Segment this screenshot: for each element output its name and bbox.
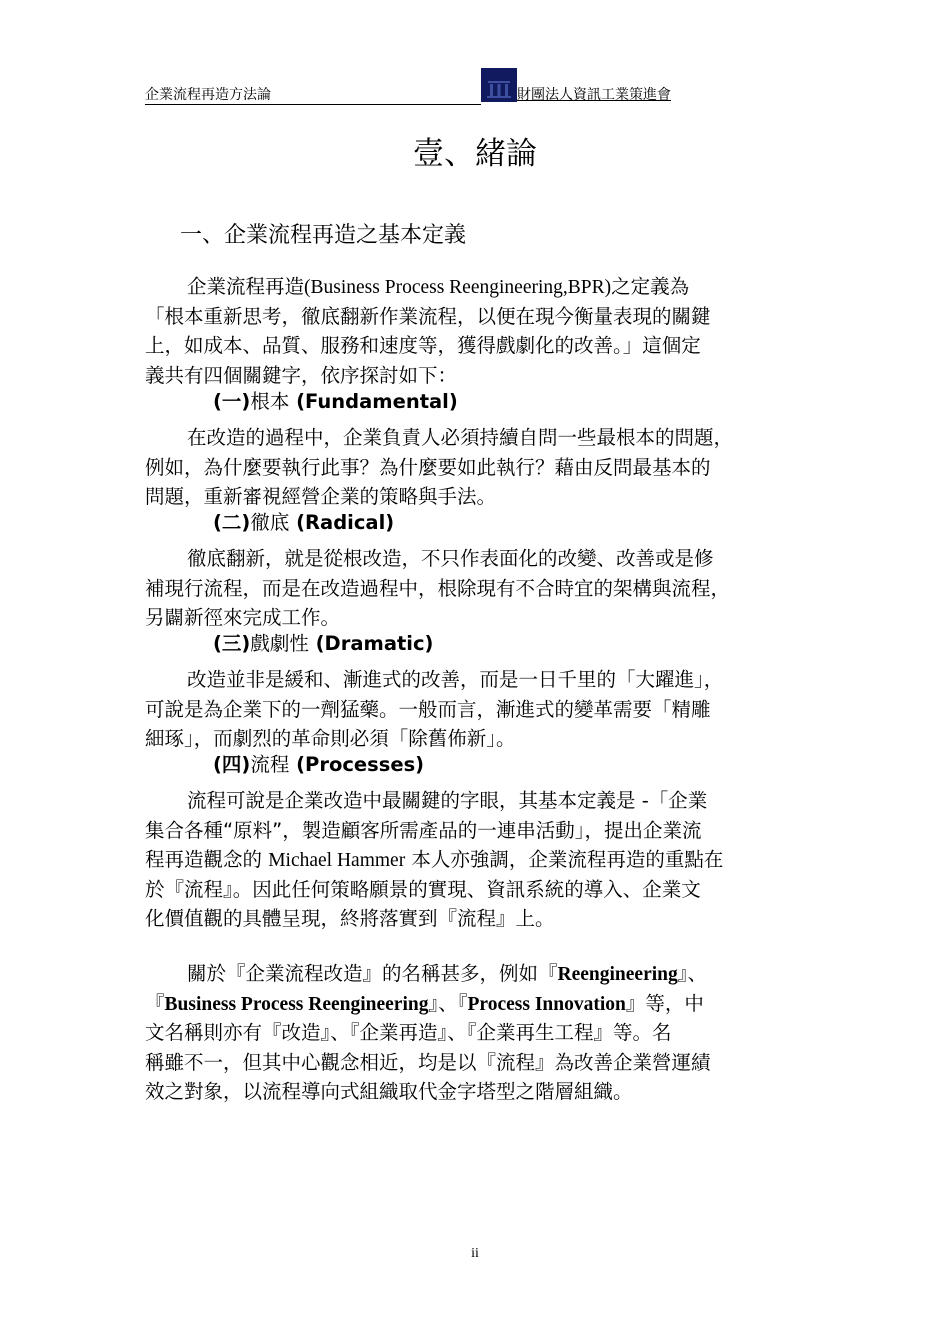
page-number: ii — [471, 1246, 479, 1261]
paragraph-line: 稱雖不一，但其中心觀念相近，均是以『流程』為改善企業營運績 — [145, 1050, 711, 1074]
paragraph-line: 『Business Process Reengineering』、『Process Innovation』等，中 — [145, 991, 704, 1015]
paragraph-line: 補現行流程，而是在改造過程中，根除現有不合時宜的架構與流程， — [145, 576, 731, 600]
paragraph-line: 程再造觀念的 Michael Hammer 本人亦強調，企業流程再造的重點在 — [145, 848, 724, 872]
names-paragraph — [145, 959, 835, 1107]
paragraph-line: 另闢新徑來完成工作。 — [145, 606, 341, 630]
keyword-heading-processes: (四)流程 (Processes) — [213, 753, 425, 776]
paragraph-line: 問題，重新審視經營企業的策略與手法。 — [145, 485, 497, 509]
paragraph-line: 徹底翻新，就是從根改造，不只作表面化的改變、改善或是修 — [187, 547, 714, 570]
dramatic-paragraph — [145, 665, 835, 754]
paragraph-line: 流程可說是企業改造中最關鍵的字眼，其基本定義是 -「企業 — [187, 789, 708, 812]
fundamental-paragraph — [145, 423, 835, 512]
keyword-heading-dramatic: (三)戲劇性 (Dramatic) — [213, 632, 434, 655]
paragraph-line: 在改造的過程中，企業負責人必須持續自問一些最根本的問題， — [187, 426, 734, 449]
institution-logo-icon — [481, 68, 517, 102]
paragraph-line: 可說是為企業下的一劑猛藥。一般而言，漸進式的變革需要「精雕 — [145, 697, 711, 721]
intro-line-1: 企業流程再造(Business Process Reengineering,BPR)之定義為 — [187, 275, 690, 298]
paragraph-line: 化價值觀的具體呈現，終將落實到『流程』上。 — [145, 907, 555, 931]
paragraph-line: 於『流程』。因此任何策略願景的實現、資訊系統的導入、企業文 — [145, 877, 701, 901]
intro-paragraph — [145, 272, 835, 390]
intro-line-2: 「根本重新思考，徹底翻新作業流程，以便在現今衡量表現的關鍵 — [145, 304, 711, 328]
header-organization: 財團法人資訊工業策進會 — [517, 87, 671, 103]
chapter-title: 壹、緒論 — [413, 136, 537, 172]
paragraph-line: 集合各種“原料”，製造顧客所需產品的一連串活動」，提出企業流 — [145, 818, 702, 842]
paragraph-line: 文名稱則亦有『改造』、『企業再造』、『企業再生工程』等。名 — [145, 1021, 672, 1045]
radical-paragraph — [145, 544, 835, 633]
header-document-title: 企業流程再造方法論 — [145, 86, 481, 105]
intro-line-3: 上，如成本、品質、服務和速度等，獲得戲劇化的改善。」這個定 — [145, 334, 701, 358]
paragraph-line: 細琢」，而劇烈的革命則必須「除舊佈新」。 — [145, 727, 516, 751]
processes-paragraph — [145, 786, 835, 934]
paragraph-line: 效之對象，以流程導向式組織取代金字塔型之階層組織。 — [145, 1080, 633, 1104]
paragraph-line: 例如，為什麼要執行此事？為什麼要如此執行？藉由反問最基本的 — [145, 455, 711, 479]
paragraph-line: 關於『企業流程改造』的名稱甚多，例如『Reengineering』、 — [187, 962, 708, 985]
keyword-heading-fundamental: (一)根本 (Fundamental) — [213, 390, 458, 413]
intro-line-4: 義共有四個關鍵字，依序探討如下： — [145, 363, 458, 387]
section-heading: 一、企業流程再造之基本定義 — [180, 223, 467, 248]
paragraph-line: 改造並非是緩和、漸進式的改善，而是一日千里的「大躍進」， — [187, 668, 724, 691]
keyword-heading-radical: (二)徹底 (Radical) — [213, 511, 395, 534]
